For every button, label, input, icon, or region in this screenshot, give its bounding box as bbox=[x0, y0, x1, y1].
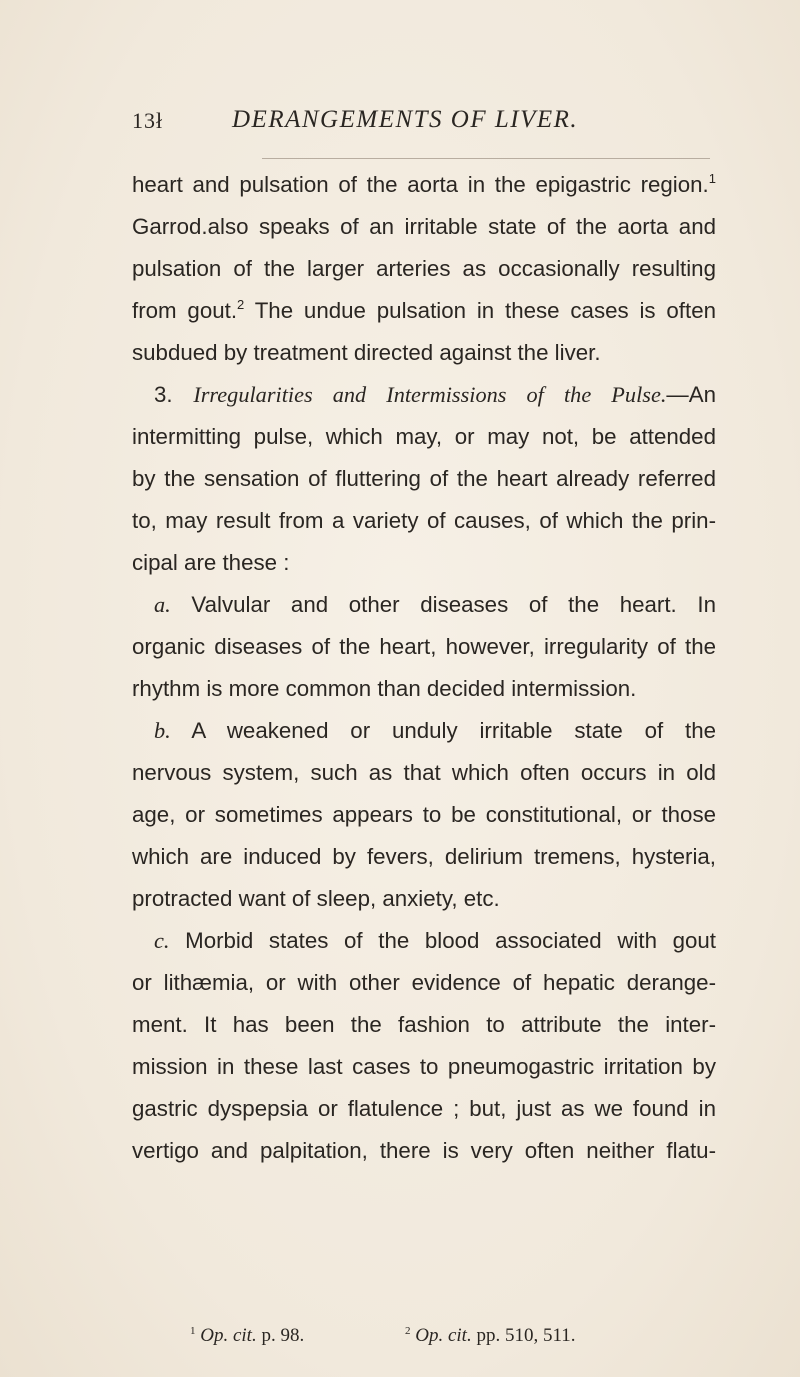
list-marker: b. bbox=[154, 718, 171, 743]
text-line: ment. It has been the fashion to attribute the inter- bbox=[132, 1012, 716, 1037]
text-line: mission in these last cases to pneumogastric irritation by bbox=[132, 1054, 716, 1079]
text-line: gastric dyspepsia or flatulence ; but, just as we found in bbox=[132, 1096, 716, 1121]
list-item-b: b. A weakened or unduly irritable state of the bbox=[154, 718, 716, 743]
footnote-1: $^1$ Op. cit. p. 98. bbox=[190, 1325, 305, 1346]
footnote-marker-1: 1 bbox=[708, 171, 716, 186]
text-line: intermitting pulse, which may, or may not, be attended bbox=[132, 424, 716, 449]
header-rule bbox=[262, 158, 710, 159]
text-line: age, or sometimes appears to be constitutional, or those bbox=[132, 802, 716, 827]
running-head: DERANGEMENTS OF LIVER. bbox=[232, 106, 579, 133]
footnote-marker-2: 2 bbox=[237, 297, 245, 312]
footnotes bbox=[190, 1325, 690, 1355]
text-line: pulsation of the larger arteries as occasionally resulting bbox=[132, 256, 716, 281]
body-text bbox=[132, 164, 716, 1172]
text-line: vertigo and palpitation, there is very often neither flatu- bbox=[132, 1138, 716, 1163]
text-line: organic diseases of the heart, however, irregularity of the bbox=[132, 634, 716, 659]
footnote-2: $^2$ Op. cit. pp. 510, 511. bbox=[405, 1325, 576, 1346]
list-item-a: a. Valvular and other diseases of the heart. In bbox=[154, 592, 716, 617]
text-line: to, may result from a variety of causes, of which the prin- bbox=[132, 508, 716, 533]
text-line: cipal are these : bbox=[132, 550, 290, 575]
text-line: from gout.$^2$ The undue pulsation in these cases is often bbox=[132, 297, 716, 323]
section-number: 3. bbox=[154, 382, 173, 407]
page-number: 13ł bbox=[132, 108, 164, 133]
text-line: or lithæmia, or with other evidence of hepatic derange- bbox=[132, 970, 716, 995]
text-line: by the sensation of fluttering of the heart already referred bbox=[132, 466, 716, 491]
text-line: nervous system, such as that which often occurs in old bbox=[132, 760, 716, 785]
list-marker: c. bbox=[154, 928, 170, 953]
text-line: which are induced by fevers, delirium tremens, hysteria, bbox=[132, 844, 716, 869]
list-item-c: c. Morbid states of the blood associated with gout bbox=[154, 928, 716, 953]
section-heading-line: 3. Irregularities and Intermissions of the Pulse.—An bbox=[154, 382, 716, 407]
section-title: Irregularities and Intermissions of the Pulse. bbox=[193, 382, 667, 407]
text-line: Garrod.also speaks of an irritable state of the aorta and bbox=[132, 214, 716, 239]
text-line: subdued by treatment directed against the liver. bbox=[132, 340, 601, 365]
page-header bbox=[0, 106, 800, 146]
list-marker: a. bbox=[154, 592, 171, 617]
text-line: protracted want of sleep, anxiety, etc. bbox=[132, 886, 500, 911]
text-line: rhythm is more common than decided intermission. bbox=[132, 676, 637, 701]
text-line: heart and pulsation of the aorta in the epigastric region.$^1$ bbox=[132, 171, 716, 197]
